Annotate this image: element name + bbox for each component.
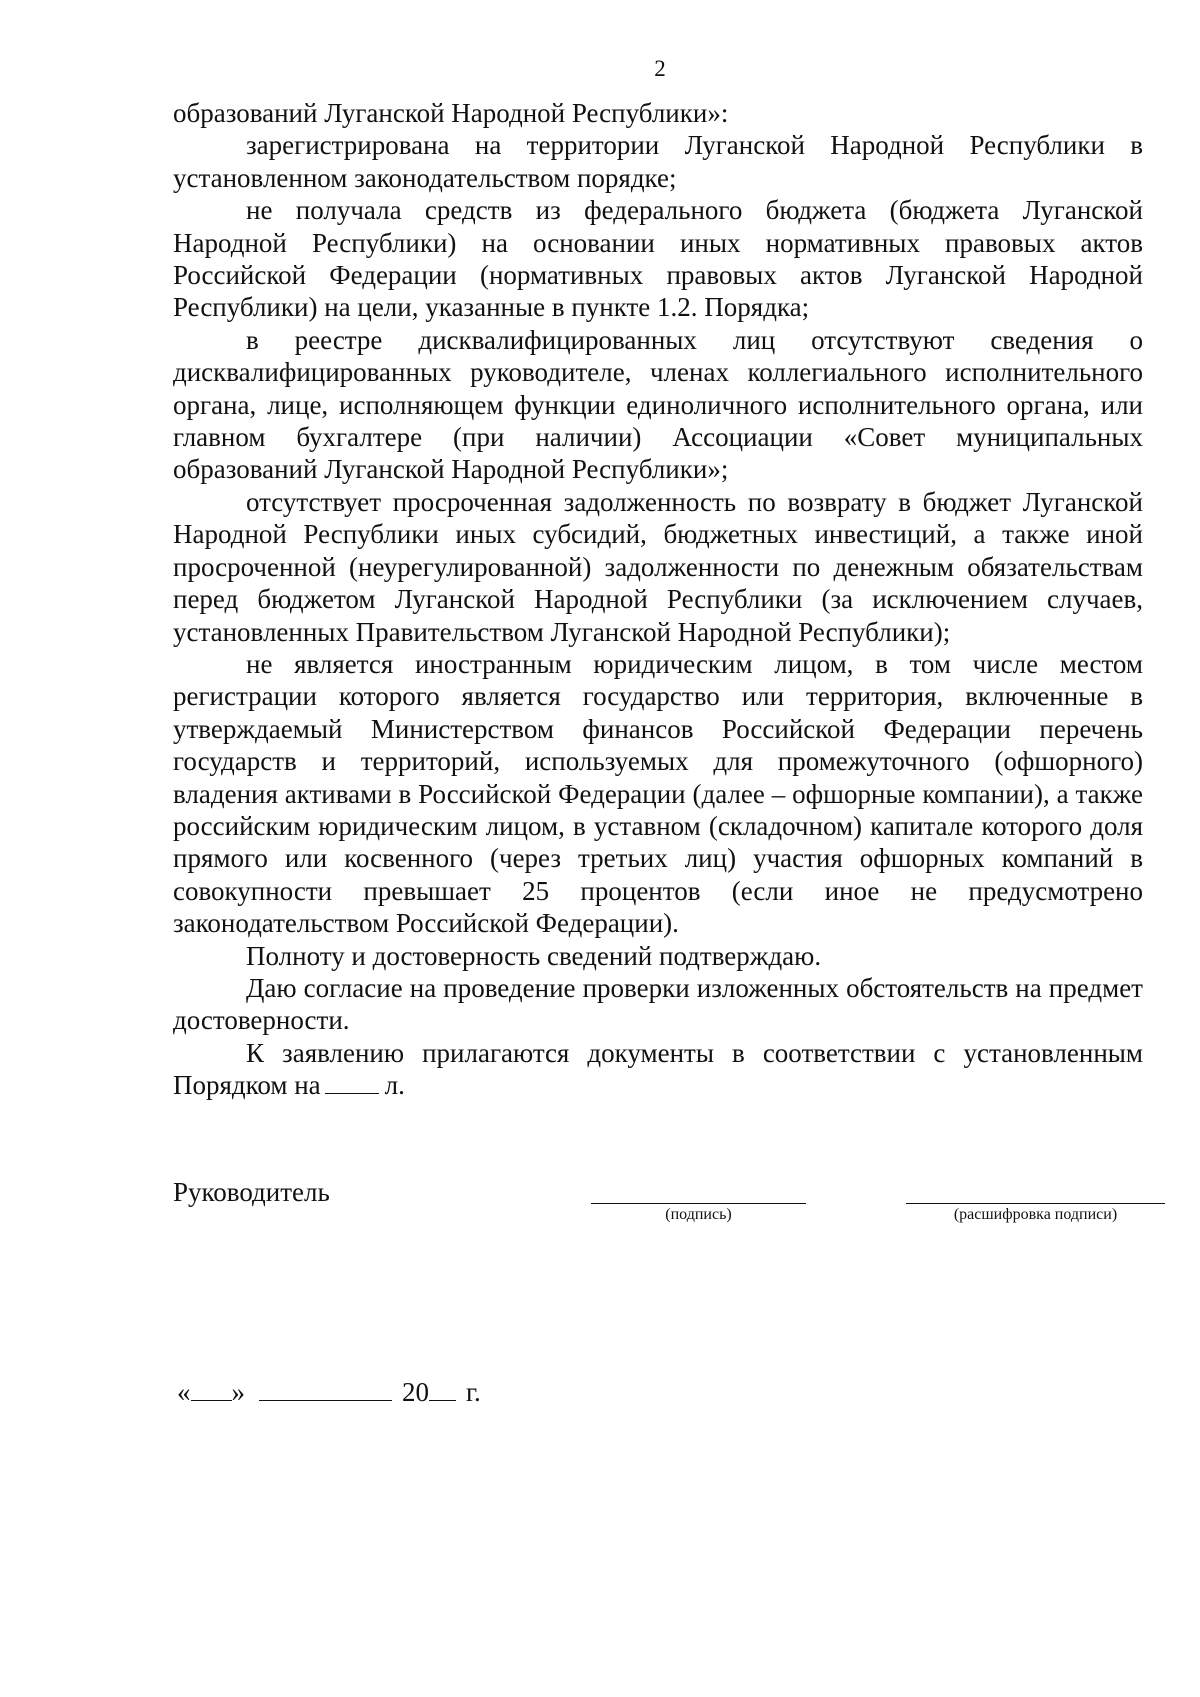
date-open-quote: «	[177, 1377, 191, 1407]
date-close-quote: »	[231, 1377, 245, 1407]
year-suffix: г.	[466, 1377, 481, 1407]
attachments-suffix: л.	[384, 1070, 405, 1101]
paragraph-consent: Даю согласие на проведение проверки изложенных обстоятельств на предмет достоверности.	[173, 972, 1143, 1036]
signature-decoding-caption: (расшифровка подписи)	[953, 1206, 1118, 1223]
paragraph-disqualified-registry: в реестре дисквалифицированных лиц отсутствуют сведения о дисквалифицированных руководителе, членах коллегиального исполнительного органа, лице, исполняющем функции единоличного исполнительного органа, или главном бухгалтере (при наличии) Ассоциации «Совет муниципальных образований Луганской Народной Республики»;	[173, 324, 1143, 485]
signature-line[interactable]	[591, 1203, 806, 1204]
month-blank[interactable]	[259, 1376, 392, 1401]
day-blank[interactable]	[191, 1376, 232, 1401]
document-body	[173, 97, 1143, 1102]
paragraph-registered: зарегистрирована на территории Луганской Народной Республики в установленном законодательством порядке;	[173, 130, 1143, 193]
paragraph-no-federal-funds: не получала средств из федерального бюджета (бюджета Луганской Народной Республики) на основании иных нормативных правовых актов Российской Федерации (нормативных правовых актов Луганской Народной Республики) на цели, указанные в пункте 1.2. Порядка;	[173, 195, 1143, 323]
date-field	[177, 1375, 481, 1409]
year-blank[interactable]	[429, 1376, 456, 1401]
paragraph-attachments	[173, 1037, 1143, 1102]
year-prefix: 20	[402, 1377, 429, 1407]
page-number: 2	[654, 56, 666, 81]
paragraph-continuation: образований Луганской Народной Республики»:	[173, 98, 729, 128]
paragraph-confirmation: Полноту и достоверность сведений подтверждаю.	[246, 940, 822, 971]
signature-caption: (подпись)	[665, 1206, 732, 1223]
attachments-text: К заявлению прилагаются документы в соответствии с установленным Порядком на	[173, 1037, 1143, 1101]
signature-decoding-line[interactable]	[906, 1203, 1165, 1204]
signer-role-label: Руководитель	[173, 1177, 330, 1207]
page-count-blank[interactable]	[325, 1071, 379, 1094]
paragraph-no-overdue-debt: отсутствует просроченная задолженность по возврату в бюджет Луганской Народной Республики иных субсидий, бюджетных инвестиций, а также иной просроченной (неурегулированной) задолженности по денежным обязательствам перед бюджетом Луганской Народной Республики (за исключением случаев, установленных Правительством Луганской Народной Республики);	[173, 486, 1143, 647]
paragraph-not-foreign-entity: не является иностранным юридическим лицом, в том числе местом регистрации которого является государство или территория, включенные в утверждаемый Министерством финансов Российской Федерации перечень государств и территорий, используемых для промежуточного (офшорного) владения активами в Российской Федерации (далее – офшорные компании), а также российским юридическим лицом, в уставном (складочном) капитале которого доля прямого или косвенного (через третьих лиц) участия офшорных компаний в совокупности превышает 25 процентов (если иное не предусмотрено законодательством Российской Федерации).	[173, 648, 1143, 939]
